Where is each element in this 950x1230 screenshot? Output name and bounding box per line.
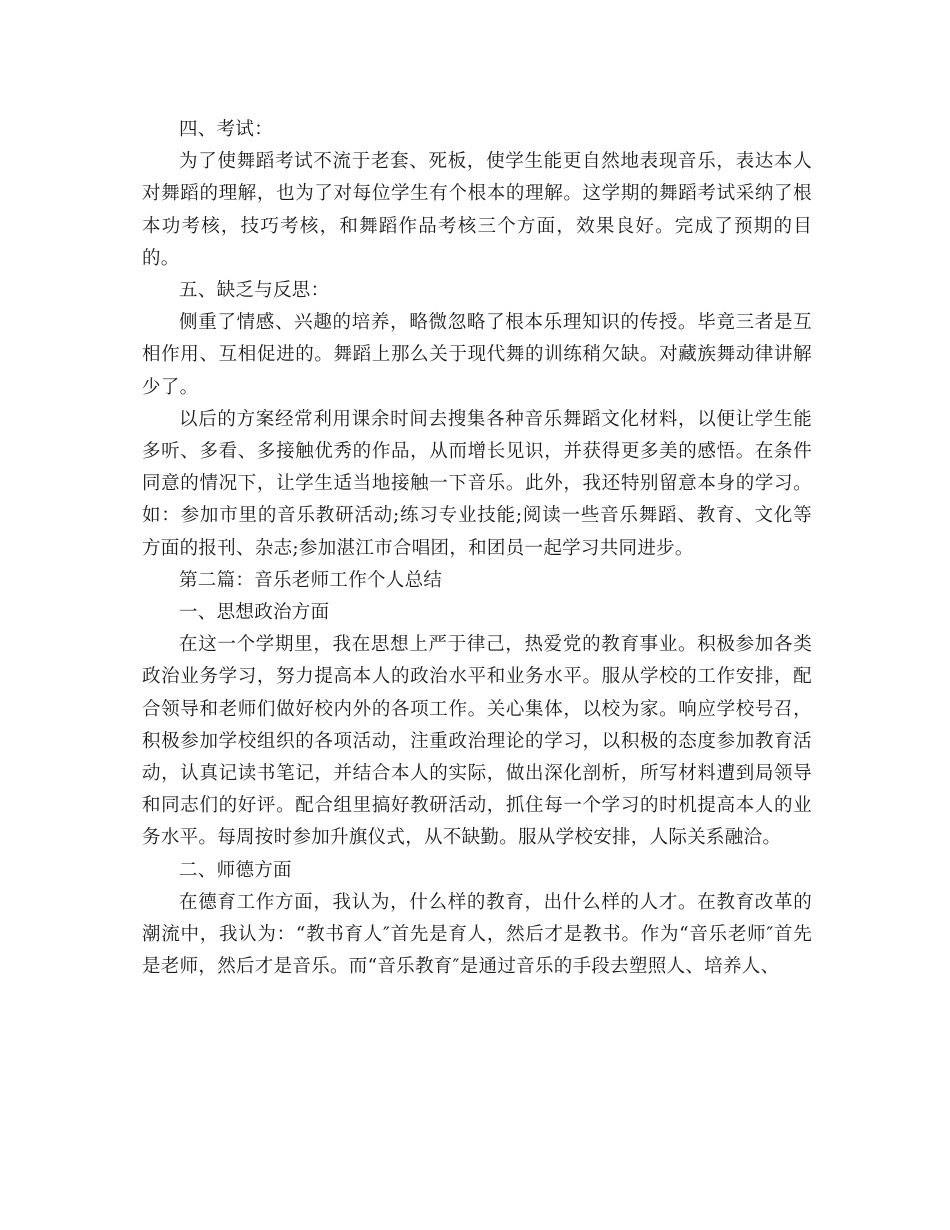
heading-political: 一、思想政治方面 — [179, 602, 330, 624]
paragraph-exam: 为了使舞蹈考试不流于老套、死板，使学生能更自然地表现音乐，表达本人对舞蹈的理解，也为了对每位学生有个根本的理解。这学期的舞蹈考试采纳了根本功考核，技巧考核，和舞蹈作品考核三个方面，效果良好。完成了预期的目的。 — [142, 151, 812, 269]
document-body — [142, 114, 812, 983]
heading-ethics: 二、师德方面 — [179, 859, 292, 881]
paragraph-political: 在这一个学期里，我在思想上严于律己，热爱党的教育事业。积极参加各类政治业务学习，努力提高本人的政治水平和业务水平。服从学校的工作安排，配合领导和老师们做好校内外的各项工作。关心集体，以校为家。响应学校号召，积极参加学校组织的各项活动，注重政治理论的学习，以积极的态度参加教育活动，认真记读书笔记，并结合本人的实际，做出深化剖析，所写材料遭到局领导和同志们的好评。配合组里搞好教研活动，抓住每一个学习的时机提高本人的业务水平。每周按时参加升旗仪式，从不缺勤。服从学校安排，人际关系融洽。 — [142, 634, 812, 849]
paragraph-shortcomings: 侧重了情感、兴趣的培养，略微忽略了根本乐理知识的传授。毕竟三者是互相作用、互相促进的。舞蹈上那么关于现代舞的训练稍欠缺。对藏族舞动律讲解少了。 — [142, 312, 812, 398]
paragraph-future-plan: 以后的方案经常利用课余时间去搜集各种音乐舞蹈文化材料，以便让学生能多听、多看、多接触优秀的作品，从而增长见识，并获得更多美的感悟。在条件同意的情况下，让学生适当地接触一下音乐。此外，我还特别留意本身的学习。如：参加市里的音乐教研活动;练习专业技能;阅读一些音乐舞蹈、教育、文化等方面的报刊、杂志;参加湛江市合唱团，和团员一起学习共同进步。 — [142, 408, 812, 559]
section-title-part-two: 第二篇：音乐老师工作个人总结 — [179, 569, 443, 591]
heading-exam: 四、考试： — [179, 119, 274, 140]
heading-shortcomings: 五、缺乏与反思： — [179, 280, 330, 302]
paragraph-ethics: 在德育工作方面，我认为，什么样的教育，出什么样的人才。在教育改革的潮流中，我认为：“教书育人″首先是育人，然后才是教书。作为“音乐老师″首先是老师，然后才是音乐。而“音乐教育″是通过音乐的手段去塑照人、培养人、 — [142, 891, 812, 978]
